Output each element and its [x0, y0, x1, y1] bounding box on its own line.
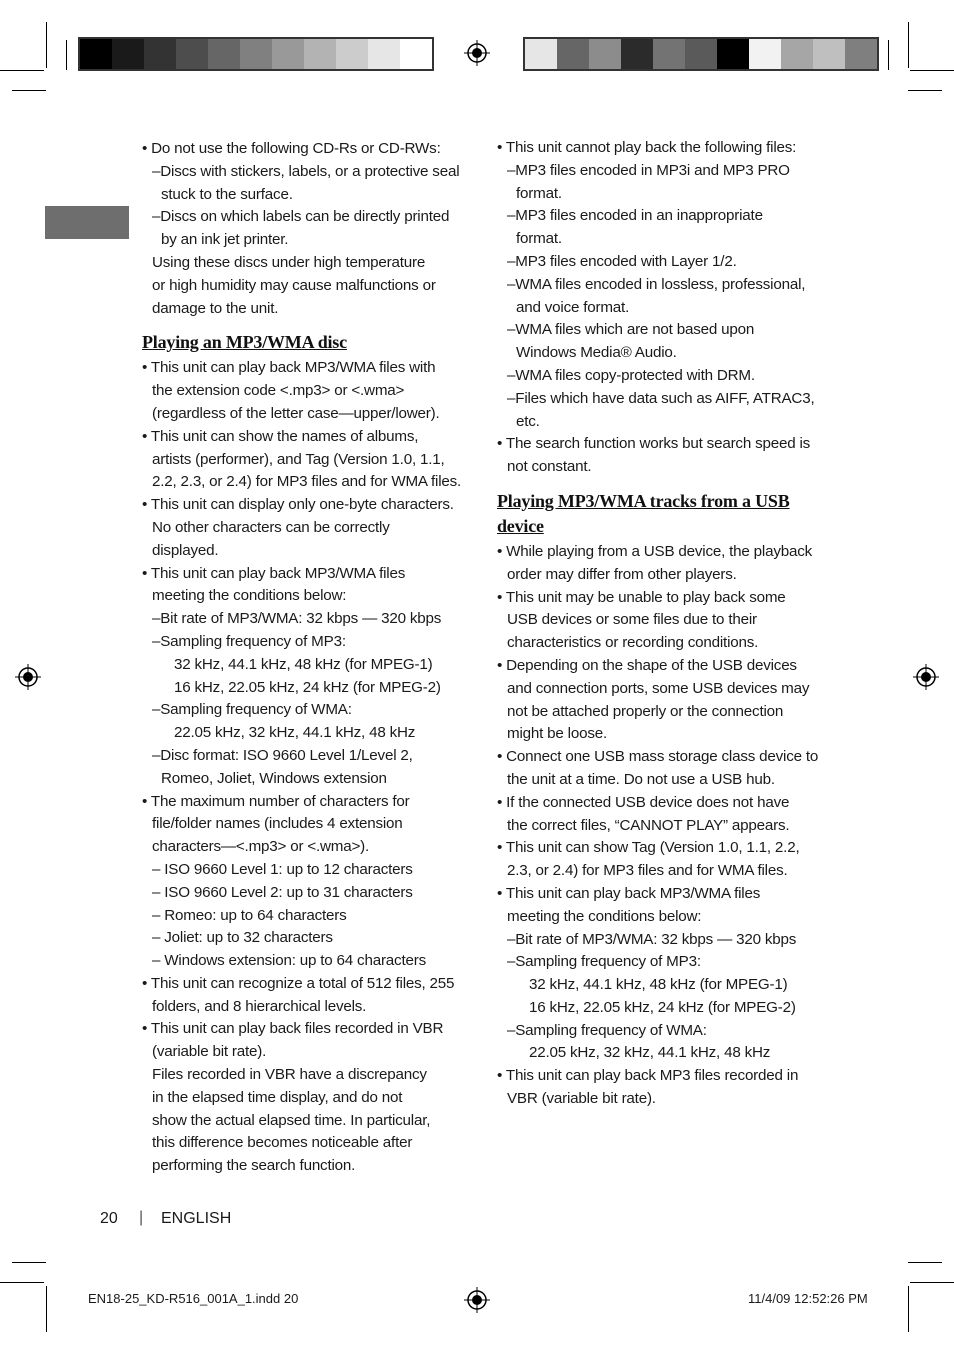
text-line: –Sampling frequency of MP3: [152, 632, 346, 650]
text-line: and voice format. [516, 298, 630, 316]
color-swatch [621, 39, 653, 69]
text-line: No other characters can be correctly [152, 518, 390, 536]
text-line: –WMA files encoded in lossless, professional, [507, 275, 806, 293]
color-swatch [304, 39, 336, 69]
registration-mark-icon [913, 664, 939, 690]
text-line: damage to the unit. [152, 299, 279, 317]
bullet-item: • Connect one USB mass storage class device to [497, 748, 819, 766]
text-line: the extension code <.mp3> or <.wma> [152, 382, 405, 400]
text-line: –MP3 files encoded in MP3i and MP3 PRO [507, 161, 790, 179]
text-line: –Sampling frequency of MP3: [507, 953, 701, 971]
color-swatch [240, 39, 272, 69]
bullet-item: • The search function works but search speed is [497, 435, 811, 453]
crop-mark [12, 90, 46, 91]
bullet-item: • While playing from a USB device, the playback [497, 542, 813, 560]
text-line: meeting the conditions below: [507, 907, 702, 925]
text-line: –Bit rate of MP3/WMA: 32 kbps — 320 kbps [152, 610, 442, 628]
text-line: folders, and 8 hierarchical levels. [152, 997, 367, 1015]
crop-mark [0, 70, 44, 71]
text-line: –WMA files which are not based upon [507, 321, 755, 339]
text-line: – Joliet: up to 32 characters [152, 929, 333, 947]
color-swatch [80, 39, 112, 69]
text-line: or high humidity may cause malfunctions or [152, 276, 436, 294]
text-line: displayed. [152, 541, 219, 559]
text-line: format. [516, 230, 562, 248]
text-line: and connection ports, some USB devices may [507, 679, 810, 697]
text-line: 32 kHz, 44.1 kHz, 48 kHz (for MPEG-1) [529, 976, 788, 994]
text-line: VBR (variable bit rate). [507, 1090, 656, 1108]
text-line: etc. [516, 412, 540, 430]
footer-separator: | [139, 1209, 144, 1226]
registration-mark-icon [15, 664, 41, 690]
color-swatch [112, 39, 144, 69]
bullet-item: • This unit can display only one-byte characters. [142, 496, 454, 514]
crop-mark [888, 40, 889, 70]
crop-mark [12, 1262, 46, 1263]
bullet-item: • This unit can show the names of albums, [142, 427, 419, 445]
section-heading: Playing MP3/WMA tracks from a USB [497, 490, 790, 511]
bullet-item: • This unit can play back MP3/WMA files with [142, 359, 436, 377]
bullet-item: • Depending on the shape of the USB devices [497, 656, 797, 674]
slug-filename: EN18-25_KD-R516_001A_1.indd 20 [88, 1291, 299, 1306]
text-line: –Sampling frequency of WMA: [507, 1021, 707, 1039]
crop-mark [910, 1282, 954, 1283]
text-line: –Files which have data such as AIFF, ATRAC3, [507, 389, 815, 407]
text-line: meeting the conditions below: [152, 587, 347, 605]
text-line: might be loose. [507, 725, 607, 743]
text-line: Romeo, Joliet, Windows extension [161, 769, 387, 787]
bullet-item: • This unit can play back MP3/WMA files [497, 884, 761, 902]
text-line: –Sampling frequency of WMA: [152, 701, 352, 719]
text-line: 2.2, 2.3, or 2.4) for MP3 files and for WMA files. [152, 473, 462, 491]
crop-mark [0, 1282, 44, 1283]
bullet-item: • This unit can play back MP3 files recorded in [497, 1067, 799, 1085]
color-swatch [208, 39, 240, 69]
color-swatch [749, 39, 781, 69]
crop-mark [908, 1286, 909, 1332]
color-swatch [557, 39, 589, 69]
text-line: show the actual elapsed time. In particular, [152, 1111, 431, 1129]
color-swatch [176, 39, 208, 69]
text-line: (variable bit rate). [152, 1043, 267, 1061]
crop-mark [910, 70, 954, 71]
bullet-item: • This unit can show Tag (Version 1.0, 1.1, 2.2, [497, 839, 800, 857]
bullet-item: • This unit can recognize a total of 512 files, 255 [142, 974, 455, 992]
text-line: 22.05 kHz, 32 kHz, 44.1 kHz, 48 kHz [529, 1044, 771, 1062]
text-line: stuck to the surface. [161, 185, 293, 203]
bullet-item: • Do not use the following CD-Rs or CD-RWs: [142, 140, 441, 157]
page-number: 20 [100, 1210, 118, 1227]
section-heading: Playing an MP3/WMA disc [142, 332, 347, 353]
registration-mark-icon [464, 1287, 490, 1313]
text-line: Windows Media® Audio. [516, 344, 677, 362]
text-line: artists (performer), and Tag (Version 1.0, 1.1, [152, 450, 445, 468]
text-line: –MP3 files encoded with Layer 1/2. [507, 252, 737, 270]
color-swatch [272, 39, 304, 69]
crop-mark [908, 1262, 942, 1263]
bullet-item: • This unit can play back files recorded in VBR [142, 1020, 444, 1038]
text-line: – ISO 9660 Level 2: up to 31 characters [152, 883, 413, 901]
text-line: – Windows extension: up to 64 characters [152, 952, 426, 970]
right-column [497, 137, 837, 1111]
crop-mark [908, 22, 909, 68]
color-swatch [845, 39, 877, 69]
text-line: this difference becomes noticeable after [152, 1134, 413, 1152]
text-line: the correct files, “CANNOT PLAY” appears. [507, 816, 790, 834]
text-line: in the elapsed time display, and do not [152, 1088, 403, 1106]
text-line: characteristics or recording conditions. [507, 634, 759, 652]
crop-mark [66, 40, 67, 70]
text-line: performing the search function. [152, 1157, 356, 1175]
color-swatch [685, 39, 717, 69]
color-swatch [144, 39, 176, 69]
text-line: not constant. [507, 458, 592, 476]
text-line: Using these discs under high temperature [152, 253, 426, 271]
bullet-item: • The maximum number of characters for [142, 792, 410, 810]
text-line: 22.05 kHz, 32 kHz, 44.1 kHz, 48 kHz [174, 724, 416, 742]
text-line: 16 kHz, 22.05 kHz, 24 kHz (for MPEG-2) [529, 998, 796, 1016]
crop-mark [908, 90, 942, 91]
text-line: file/folder names (includes 4 extension [152, 815, 403, 833]
color-swatch [781, 39, 813, 69]
text-line: format. [516, 184, 562, 202]
text-line: not be attached properly or the connection [507, 702, 784, 720]
footer-language: ENGLISH [161, 1210, 232, 1227]
crop-mark [46, 22, 47, 68]
color-bar-left [78, 37, 434, 71]
text-line: by an ink jet printer. [161, 231, 289, 249]
color-swatch [400, 39, 432, 69]
bullet-item: • If the connected USB device does not have [497, 793, 790, 811]
color-swatch [336, 39, 368, 69]
text-line: the unit at a time. Do not use a USB hub. [507, 770, 775, 788]
color-swatch [813, 39, 845, 69]
text-line: –WMA files copy-protected with DRM. [507, 366, 755, 384]
color-swatch [525, 39, 557, 69]
text-line: 16 kHz, 22.05 kHz, 24 kHz (for MPEG-2) [174, 678, 441, 696]
crop-mark [46, 1286, 47, 1332]
section-tab [45, 206, 129, 239]
color-swatch [653, 39, 685, 69]
text-line: –MP3 files encoded in an inappropriate [507, 207, 763, 225]
text-line: order may differ from other players. [507, 565, 737, 583]
color-swatch [368, 39, 400, 69]
text-line: –Bit rate of MP3/WMA: 32 kbps — 320 kbps [507, 930, 797, 948]
section-heading: device [497, 515, 544, 536]
color-swatch [717, 39, 749, 69]
text-line: –Disc format: ISO 9660 Level 1/Level 2, [152, 746, 413, 764]
text-line: – Romeo: up to 64 characters [152, 906, 347, 924]
color-swatch [589, 39, 621, 69]
text-line: USB devices or some files due to their [507, 611, 757, 629]
slug-timestamp: 11/4/09 12:52:26 PM [748, 1291, 868, 1306]
left-column [142, 138, 482, 1178]
bullet-item: • This unit cannot play back the following files: [497, 139, 797, 156]
text-line: –Discs with stickers, labels, or a protective seal [152, 162, 460, 180]
bullet-item: • This unit can play back MP3/WMA files [142, 564, 406, 582]
text-line: 2.3, or 2.4) for MP3 files and for WMA files. [507, 862, 788, 880]
text-line: characters—<.mp3> or <.wma>). [152, 838, 370, 856]
registration-mark-icon [464, 40, 490, 66]
text-line: Files recorded in VBR have a discrepancy [152, 1066, 427, 1084]
text-line: (regardless of the letter case—upper/lower). [152, 404, 440, 422]
bullet-item: • This unit may be unable to play back some [497, 588, 786, 606]
text-line: –Discs on which labels can be directly printed [152, 208, 450, 226]
color-bar-right [523, 37, 879, 71]
text-line: 32 kHz, 44.1 kHz, 48 kHz (for MPEG-1) [174, 655, 433, 673]
text-line: – ISO 9660 Level 1: up to 12 characters [152, 860, 413, 878]
